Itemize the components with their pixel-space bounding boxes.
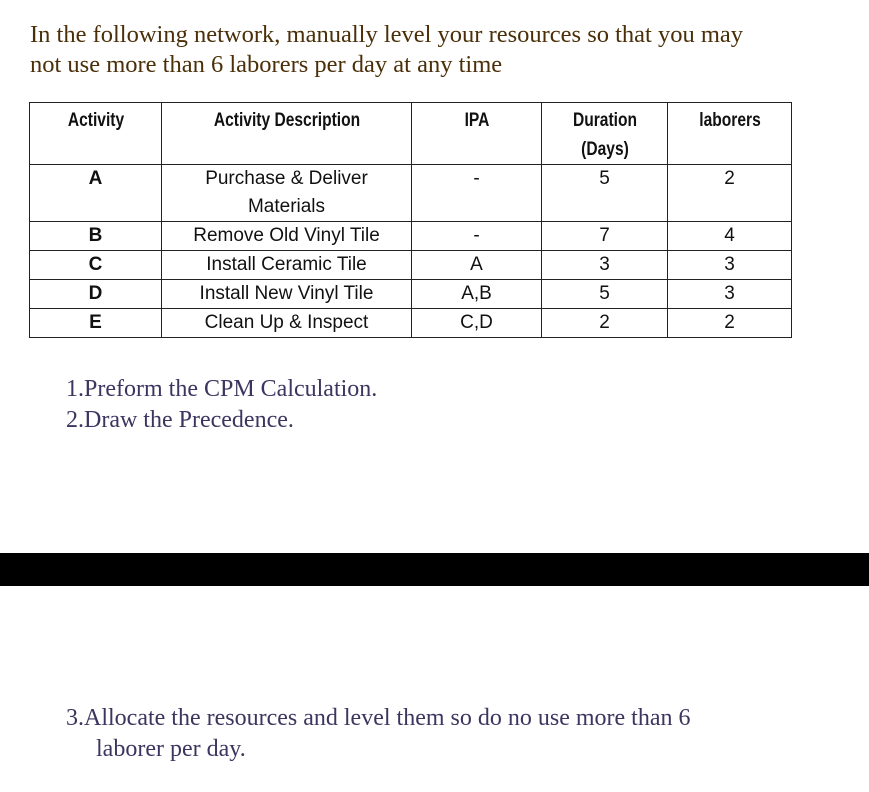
table-row	[30, 222, 792, 251]
table-header-row	[30, 103, 792, 165]
description-cell: Remove Old Vinyl Tile	[162, 222, 412, 251]
question-1: 1.Preform the CPM Calculation.	[66, 376, 378, 402]
laborers-cell: 2	[668, 309, 792, 338]
ipa-cell: A	[412, 251, 542, 280]
description-cell: Clean Up & Inspect	[162, 309, 412, 338]
ipa-cell: A,B	[412, 280, 542, 309]
question-3	[66, 703, 786, 765]
activity-cell: E	[30, 309, 162, 338]
header-laborers: laborers	[679, 103, 781, 165]
header-duration: Duration (Days)	[553, 103, 656, 165]
resource-table	[29, 102, 792, 338]
description-cell: Install Ceramic Tile	[162, 251, 412, 280]
laborers-cell: 2	[668, 165, 792, 222]
header-description: Activity Description	[184, 103, 389, 165]
intro-line-2: not use more than 6 laborers per day at any time	[30, 51, 503, 78]
description-cell: Install New Vinyl Tile	[162, 280, 412, 309]
problem-statement	[30, 20, 830, 80]
header-ipa: IPA	[423, 103, 530, 165]
intro-line-1: In the following network, manually level your resources so that you may	[30, 21, 744, 48]
question-2: 2.Draw the Precedence.	[66, 407, 294, 433]
description-cell: Purchase & Deliver Materials	[162, 165, 412, 222]
ipa-cell: -	[412, 222, 542, 251]
table-row	[30, 280, 792, 309]
laborers-cell: 3	[668, 251, 792, 280]
table-row	[30, 165, 792, 222]
laborers-cell: 3	[668, 280, 792, 309]
redaction-bar	[0, 553, 869, 586]
question-3-line-1: 3.Allocate the resources and level them so do no use more than 6	[66, 705, 691, 731]
activity-cell: B	[30, 222, 162, 251]
table-row	[30, 251, 792, 280]
activity-cell: C	[30, 251, 162, 280]
laborers-cell: 4	[668, 222, 792, 251]
duration-cell: 5	[542, 280, 668, 309]
duration-cell: 5	[542, 165, 668, 222]
header-activity: Activity	[41, 103, 149, 165]
question-list	[66, 374, 377, 436]
table-row	[30, 309, 792, 338]
ipa-cell: C,D	[412, 309, 542, 338]
question-3-line-2: laborer per day.	[96, 736, 246, 762]
ipa-cell: -	[412, 165, 542, 222]
duration-cell: 3	[542, 251, 668, 280]
duration-cell: 2	[542, 309, 668, 338]
duration-cell: 7	[542, 222, 668, 251]
activity-cell: A	[30, 165, 162, 222]
activity-cell: D	[30, 280, 162, 309]
